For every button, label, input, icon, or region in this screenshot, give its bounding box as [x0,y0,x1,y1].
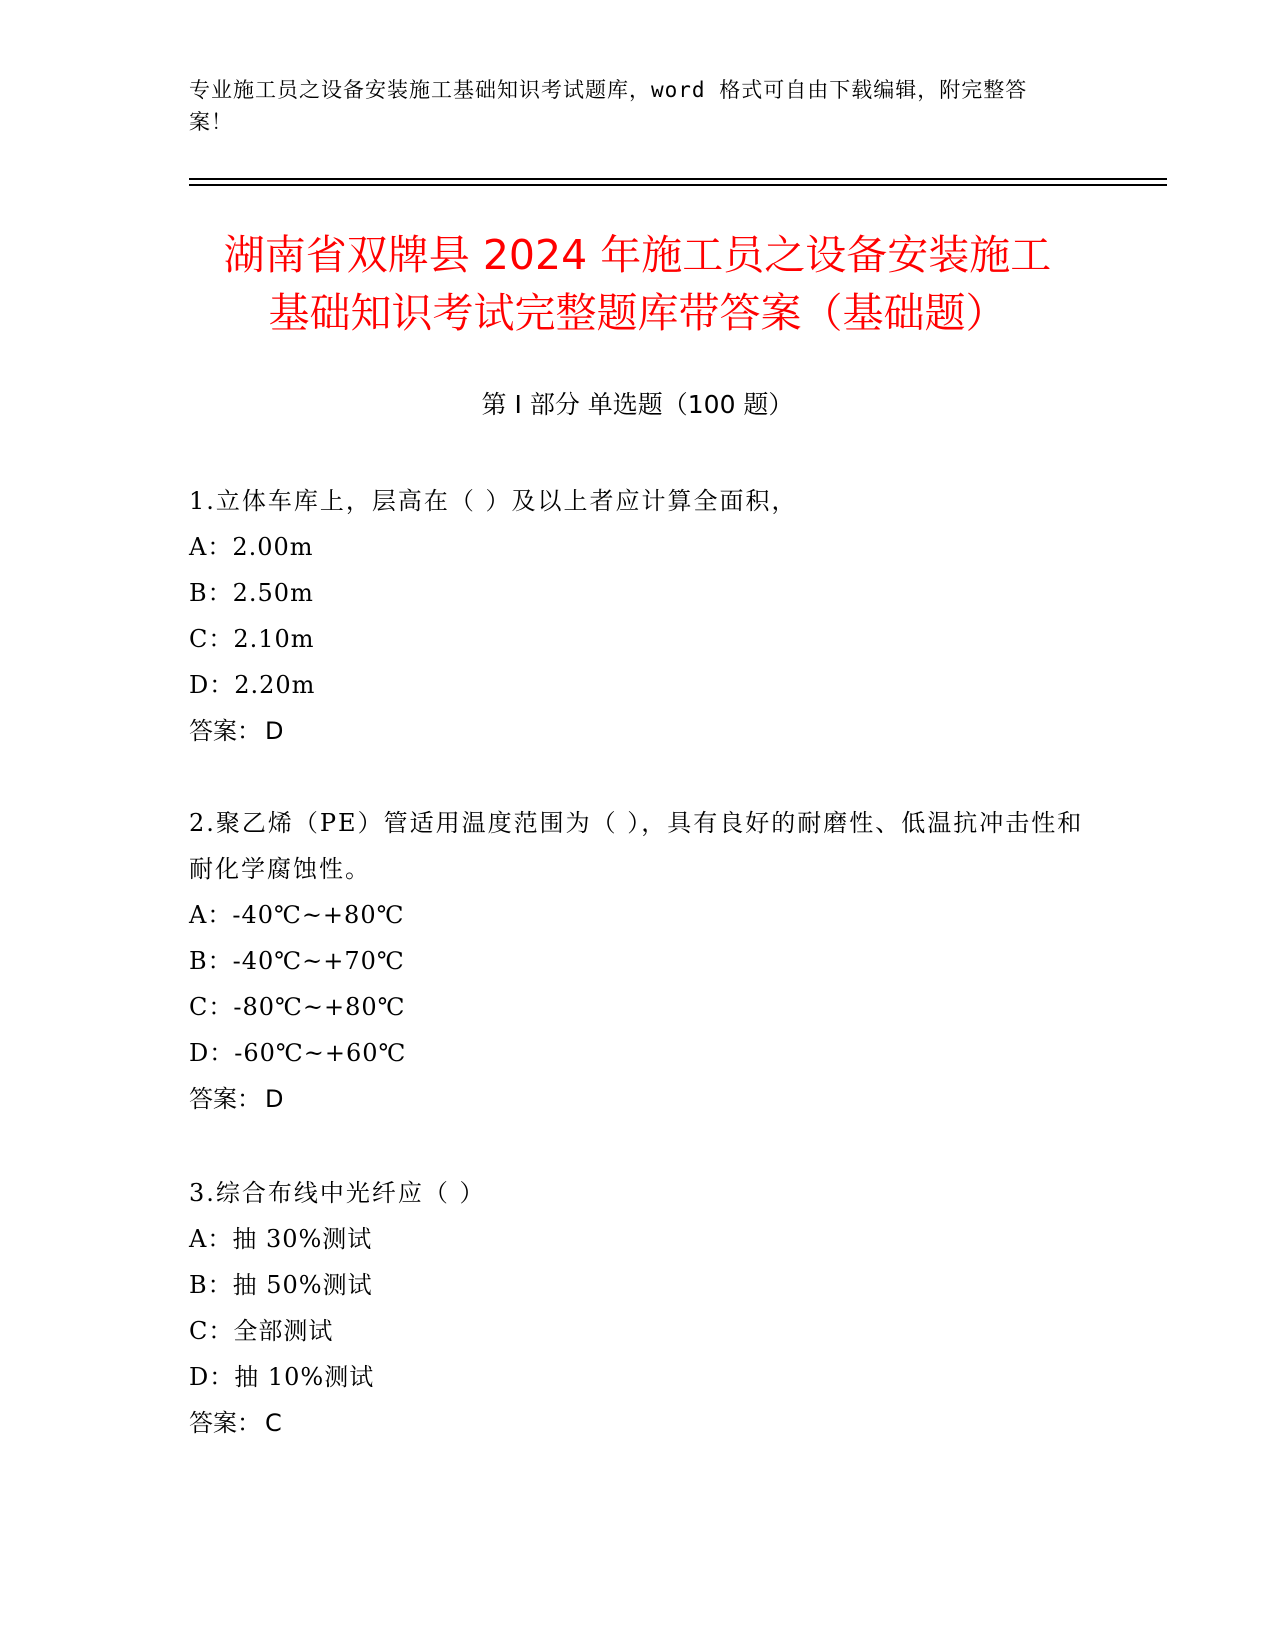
question-stem: 3.综合布线中光纤应（ ） [189,1179,486,1207]
question-stem: 1.立体车库上，层高在（ ）及以上者应计算全面积， [189,487,798,515]
answer-label: 答案： [189,1409,261,1437]
option-b: B：2.50m [189,579,314,607]
option-a: A：-40℃~+80℃ [189,901,405,929]
title-line-1: 湖南省双牌县 2024 年施工员之设备安装施工 [223,231,1052,279]
answer-value: C [265,1409,282,1437]
header-divider-bottom [189,184,1167,186]
answer-value: D [265,717,284,745]
option-c: C：全部测试 [189,1317,334,1345]
answer-line [189,1076,1089,1122]
answer-label: 答案： [189,717,261,745]
title-line-2: 基础知识考试完整题库带答案（基础题） [268,289,1007,337]
section-heading: 第 I 部分 单选题（100 题） [481,390,794,419]
option-b: B：抽 50%测试 [189,1271,373,1299]
answer-line [189,708,1089,754]
answer-label: 答案： [189,1085,261,1113]
document-title [150,226,1125,342]
header-divider-top [189,178,1167,180]
question-1 [189,478,1089,754]
answer-value: D [265,1085,284,1113]
option-d: D：抽 10%测试 [189,1363,375,1391]
question-2 [189,800,1089,1122]
option-b: B：-40℃~+70℃ [189,947,405,975]
header-note: 专业施工员之设备安装施工基础知识考试题库，word 格式可自由下载编辑，附完整答案！ [189,78,1028,134]
option-a: A：2.00m [189,533,314,561]
option-c: C：-80℃~+80℃ [189,993,406,1021]
answer-line [189,1400,1089,1446]
question-stem: 2.聚乙烯（PE）管适用温度范围为（ ），具有良好的耐磨性、低温抗冲击性和耐化学腐蚀性。 [189,809,1084,883]
question-3 [189,1170,1089,1446]
option-c: C：2.10m [189,625,315,653]
option-d: D：-60℃~+60℃ [189,1039,407,1067]
option-a: A：抽 30%测试 [189,1225,373,1253]
option-d: D：2.20m [189,671,316,699]
